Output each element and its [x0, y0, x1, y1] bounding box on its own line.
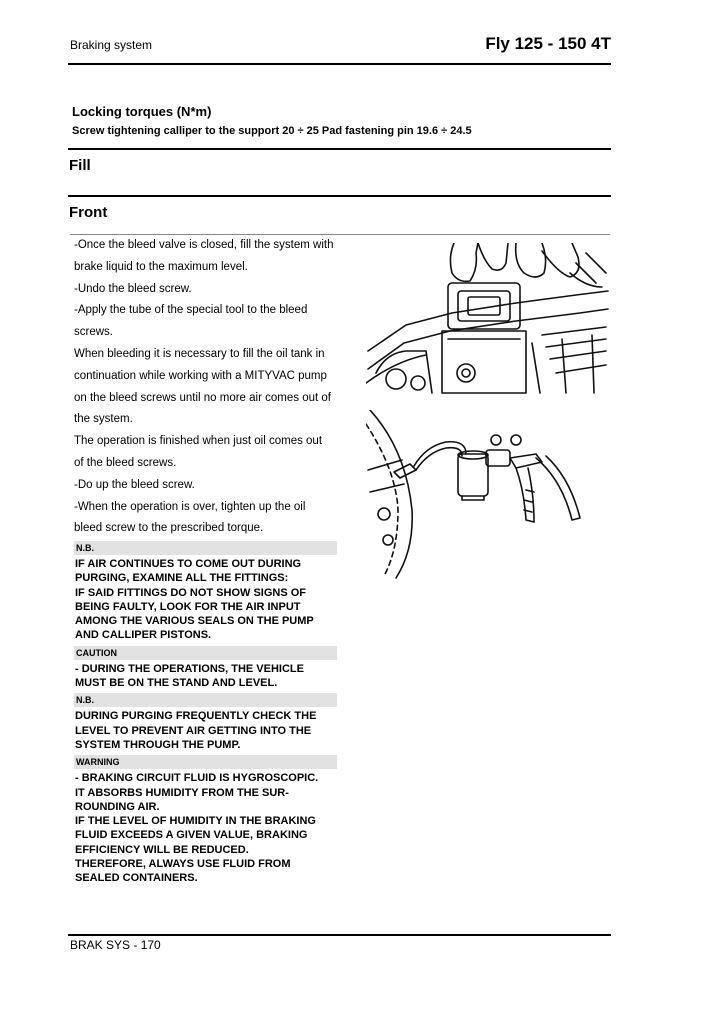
- note-text: - BRAKING CIRCUIT FLUID IS HYGROSCOPIC. IT ABSORBS HUMIDITY FROM THE SUR- ROUNDING AIR. IF THE LEVEL OF HUMIDITY IN THE BRAKING FLUID EXCEEDS A GIVEN VALUE, BRAKING EFFICIENCY WILL BE REDUCED. THEREFORE, ALWAYS USE FLUID FROM SEALED CONTAINERS.: [75, 772, 319, 885]
- note-label-nb: N.B.: [74, 693, 337, 707]
- procedure-line: When bleeding it is necessary to fill the oil tank in: [74, 347, 325, 360]
- header-section-title: Braking system: [70, 38, 153, 52]
- section-title-fill: Fill: [69, 157, 91, 174]
- procedure-line: -Once the bleed valve is closed, fill the system with: [74, 239, 334, 251]
- procedure-line: on the bleed screws until no more air comes out of: [74, 391, 331, 404]
- note-text: - DURING THE OPERATIONS, THE VEHICLE MUST BE ON THE STAND AND LEVEL.: [75, 662, 304, 690]
- header-model-title: Fly 125 - 150 4T: [485, 34, 611, 53]
- note-label-nb: N.B.: [74, 541, 337, 555]
- procedure-line: The operation is finished when just oil comes out: [74, 435, 323, 448]
- footer-page-number: BRAK SYS - 170: [70, 938, 161, 952]
- procedure-line: brake liquid to the maximum level.: [74, 260, 248, 273]
- procedure-text: [74, 235, 342, 540]
- section-title-front: Front: [69, 204, 108, 221]
- procedure-line: -Do up the bleed screw.: [74, 478, 195, 491]
- mityvac-pump-illustration: [366, 410, 610, 580]
- note-text: IF AIR CONTINUES TO COME OUT DURING PURGING, EXAMINE ALL THE FITTINGS: IF SAID FITTINGS DO NOT SHOW SIGNS OF BEING FAULTY, LOOK FOR THE AIR INPUT AMONG THE VARIOUS SEALS ON THE PUMP AND CALLIPER PISTONS.: [75, 558, 314, 642]
- brake-reservoir-illustration: [366, 243, 610, 403]
- locking-torques-title: Locking torques (N*m): [72, 104, 212, 119]
- note-text: DURING PURGING FREQUENTLY CHECK THE LEVEL TO PREVENT AIR GETTING INTO THE SYSTEM THROUGH THE PUMP.: [75, 710, 317, 751]
- notes-block: [74, 541, 337, 889]
- procedure-line: -When the operation is over, tighten up the oil: [74, 500, 306, 513]
- procedure-line: -Apply the tube of the special tool to the bleed: [74, 304, 308, 317]
- procedure-line: screws.: [74, 326, 113, 339]
- divider-rule: [68, 148, 611, 150]
- procedure-line: -Undo the bleed screw.: [74, 282, 192, 295]
- divider-rule: [68, 195, 611, 197]
- procedure-line: continuation while working with a MITYVAC pump: [74, 369, 327, 382]
- procedure-line: bleed screw to the prescribed torque.: [74, 522, 264, 535]
- note-label-warning: WARNING: [74, 755, 337, 769]
- note-label-caution: CAUTION: [74, 646, 337, 660]
- procedure-line: of the bleed screws.: [74, 456, 177, 469]
- footer-rule: [68, 934, 611, 936]
- procedure-line: the system.: [74, 413, 133, 426]
- locking-torques-text: Screw tightening calliper to the support 20 ÷ 25 Pad fastening pin 19.6 ÷ 24.5: [72, 125, 472, 137]
- header-rule: [68, 63, 611, 65]
